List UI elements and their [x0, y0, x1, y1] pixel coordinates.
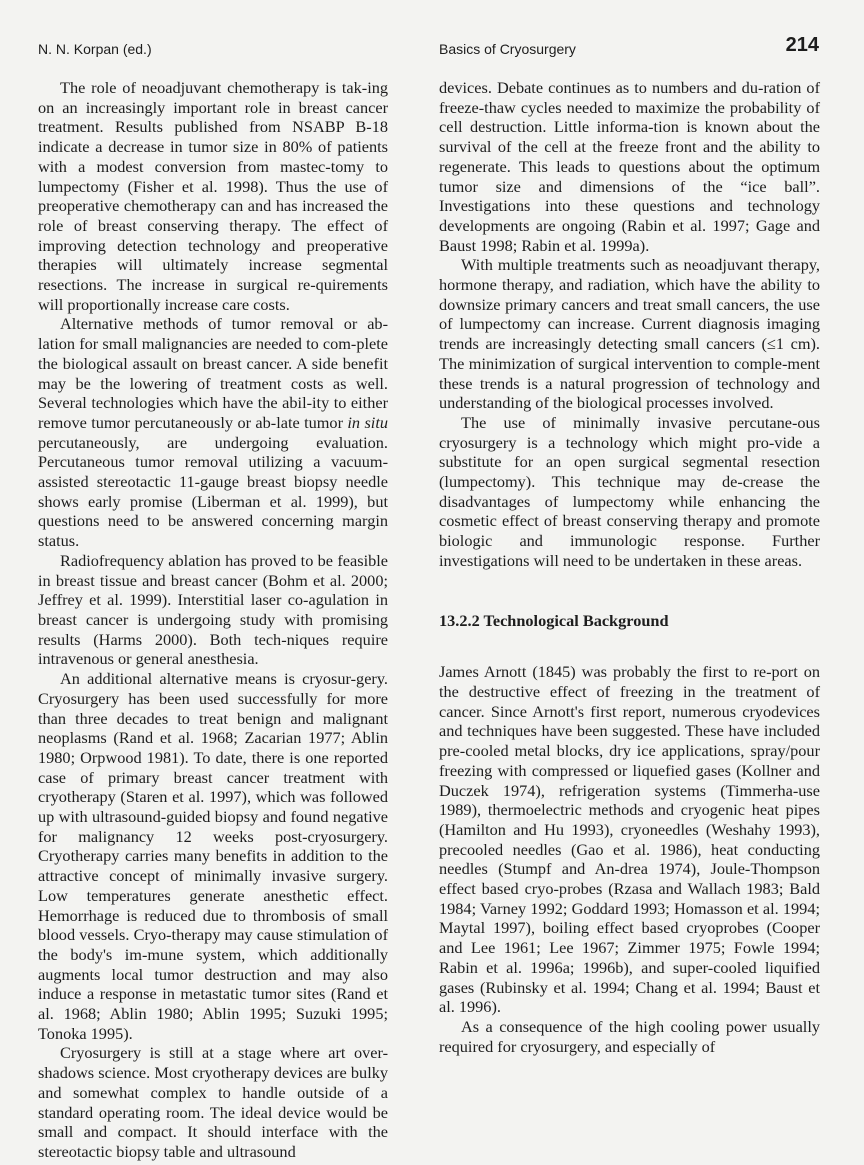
paragraph-cryosurgery-alternative: An additional alternative means is cryosur-gery. Cryosurgery has been used successfully for more than three decades to treat benign and malignant neoplasms (Rand et al. 1968; Zacarian 1977; Ablin 1980; Orpwood 1981). To date, there is one reported case of primary breast cancer treatment with cryotherapy (Staren et al. 1997), which was followed up with ultrasound-guided biopsy and found negative for malignancy 12 weeks post-cryosurgery. Cryotherapy carries many benefits in addition to the attractive concept of minimally invasive surgery. Low temperatures generate anesthetic effect. Hemorrhage is reduced due to thrombosis of small blood vessels. Cryo-therapy may cause stimulation of the body's im-mune system, which additionally augments local tumor destruction and may also induce a response in metastatic tumor sites (Rand et al. 1968; Ablin 1980; Ablin 1995; Suzuki 1995; Tonoka 1995). [38, 669, 388, 1043]
paragraph-multiple-treatments: With multiple treatments such as neoadjuvant therapy, hormone therapy, and radiation, which have the ability to downsize primary cancers and treat small cancers, the use of lumpectomy can increase. Current diagnosis imaging trends are increasingly detecting small cancers (≤1 cm). The minimization of surgical intervention to comple-ment these trends is a natural progression of technology and understanding of the biological processes involved. [439, 255, 820, 413]
right-column [439, 78, 820, 1056]
paragraph-percutaneous-cryosurgery: The use of minimally invasive percutane-ous cryosurgery is a technology which might pro-vide a substitute for an open surgical segmental resection (lumpectomy). This technique may de-crease the disadvantages of lumpectomy while enhancing the cosmetic effect of breast conserving therapy and promote biologic and immunologic response. Further investigations will need to be undertaken in these areas. [439, 412, 820, 570]
paragraph-neoadjuvant: The role of neoadjuvant chemotherapy is tak-ing on an increasingly important role in breast cancer treatment. Results published from NSABP B-18 indicate a decrease in tumor size in 80% of patients with a modest conversion from mastec-tomy to lumpectomy (Fisher et al. 1998). Thus the use of preoperative chemotherapy can and has increased the role of breast conserving therapy. The effect of improving detection technology and preoperative therapies will ultimately increase segmental resections. The increase in surgical re-quirements will proportionally increase care costs. [38, 78, 388, 314]
italic-in-situ: in situ [347, 412, 388, 432]
paragraph-arnott: James Arnott (1845) was probably the first to re-port on the destructive effect of freezing in the treatment of cancer. Since Arnott's first report, numerous cryodevices and techniques have been suggested. These have included pre-cooled metal blocks, dry ice applications, spray/pour freezing with compressed or liquefied gases (Kollner and Duczek 1974), refrigeration systems (Timmerha-use 1989), thermoelectric methods and cryogenic heat pipes (Hamilton and Hu 1993), cryoneedles (Weshahy 1993), precooled needles (Gao et al. 1986), heat conducting needles (Stumpf and An-drea 1974), Joule-Thompson effect based cryo-probes (Rzasa and Wallach 1983; Bald 1984; Varney 1992; Goddard 1993; Homasson et al. 1994; Maytal 1997), boiling effect based cryoprobes (Cooper and Lee 1961; Lee 1967; Zimmer 1975; Fowle 1994; Rabin et al. 1996a; 1996b), and super-cooled liquified gases (Rubinsky et al. 1994; Chang et al. 1994; Baust et al. 1996). [439, 662, 820, 1017]
editor-credit: N. N. Korpan (ed.) [38, 41, 152, 57]
book-title: Basics of Cryosurgery [439, 41, 576, 57]
page-number: 214 [785, 34, 819, 56]
paragraph-alternative-methods: Alternative methods of tumor removal or ab-lation for small malignancies are needed to com-plete the biological assault on breast cancer. A side benefit may be the lowering of treatment costs as well. Several technologies which have the abil-ity to either remove tumor percutaneously or ab-late tumor in situ percutaneously, are undergoing evaluation. Percutaneous tumor removal utilizing a vacuum-assisted stereotactic 11-gauge breast biopsy needle shows early promise (Liberman et al. 1999), but questions need to be answered concerning margin status. [38, 314, 388, 551]
section-heading: 13.2.2 Technological Background [439, 610, 669, 630]
paragraph-radiofrequency: Radiofrequency ablation has proved to be feasible in breast tissue and breast cancer (Bohm et al. 2000; Jeffrey et al. 1999). Interstitial laser co-agulation in breast cancer is undergoing study with promising results (Harms 2000). Both tech-niques require intravenous or general anesthesia. [38, 550, 388, 669]
left-column [38, 78, 388, 1162]
paragraph-art-science: Cryosurgery is still at a stage where art over-shadows science. Most cryotherapy devices are bulky and somewhat complex to handle outside of a standard operating room. The ideal device would be small and compact. It should interface with the stereotactic biopsy table and ultrasound [38, 1043, 388, 1161]
paragraph-cooling-power: As a consequence of the high cooling power usually required for cryosurgery, and especially of [439, 1016, 820, 1056]
running-header [38, 34, 819, 62]
paragraph-devices-continued: devices. Debate continues as to numbers and du-ration of freeze-thaw cycles needed to maximize the probability of cell destruction. Little informa-tion is known about the survival of the cell at the freeze front and the ability to regenerate. This leads to questions about the optimum tumor size and dimensions of the “ice ball”. Investigations into these questions and technology developments are ongoing (Rabin et al. 1997; Gage and Baust 1998; Rabin et al. 1999a). [439, 78, 820, 255]
